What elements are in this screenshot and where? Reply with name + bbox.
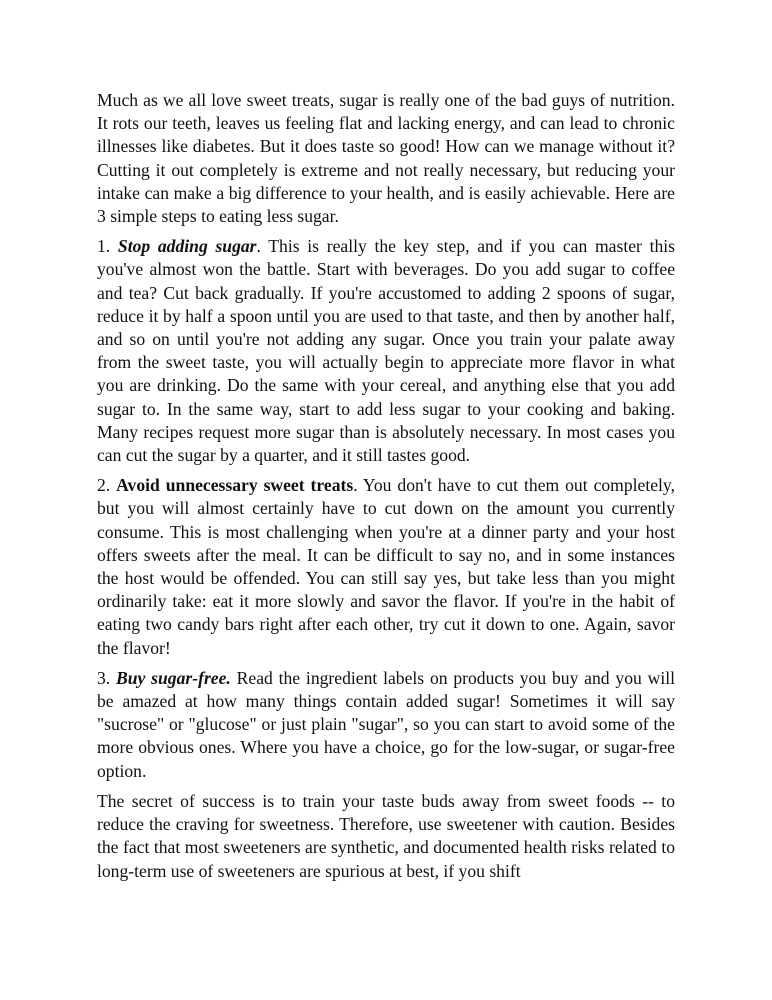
step-3-paragraph — [97, 667, 675, 783]
step-3-heading: Buy sugar-free. — [116, 667, 231, 688]
document-page — [97, 89, 675, 890]
step-2-paragraph — [97, 474, 675, 660]
step-1-body: . This is really the key step, and if you can master this you've almost won the battle. Start with beverages. Do you add sugar to coffee and tea? Cut back gradually. If you're accustomed to adding 2 spoons of sugar, reduce it by half a spoon until you are used to that taste, and then by another half, and so on until you're not adding any sugar. Once you train your palate away from the sweet taste, you will actually begin to appreciate more flavor in what you are drinking. Do the same with your cereal, and anything else that you add sugar to. In the same way, start to add less sugar to your cooking and baking. Many recipes request more sugar than is absolutely necessary. In most cases you can cut the sugar by a quarter, and it still tastes good. — [97, 236, 675, 466]
step-1-heading: Stop adding sugar — [117, 236, 257, 257]
closing-paragraph: The secret of success is to train your taste buds away from sweet foods -- to reduce the craving for sweetness. Therefore, use sweetener with caution. Besides the fact that most sweeteners are synthetic, and documented health risks related to long-term use of sweeteners are spurious at best, if you shift — [97, 790, 675, 881]
step-1-number: 1. — [97, 236, 118, 257]
step-2-number: 2. — [97, 475, 117, 496]
step-3-body: Read the ingredient labels on products you buy and you will be amazed at how many things contain added sugar! Sometimes it will say "sucrose" or "glucose" or just plain "sugar", so you can start to avoid some of the more obvious ones. Where you have a choice, go for the low-sugar, or sugar-free option. — [97, 667, 675, 781]
step-2-heading: Avoid unnecessary sweet treats — [116, 475, 354, 496]
intro-paragraph: Much as we all love sweet treats, sugar is really one of the bad guys of nutrition. It rots our teeth, leaves us feeling flat and lacking energy, and can lead to chronic illnesses like diabetes. But it does taste so good! How can we manage without it? Cutting it out completely is extreme and not really necessary, but reducing your intake can make a big difference to your health, and is easily achievable. Here are 3 simple steps to eating less sugar. — [97, 90, 675, 227]
step-1-paragraph — [97, 235, 675, 467]
step-2-body: . You don't have to cut them out completely, but you will almost certainly have to cut down on the amount you currently consume. This is most challenging when you're at a dinner party and your host offers sweets after the meal. It can be difficult to say no, and in some instances the host would be offended. You can still say yes, but take less than you might ordinarily take: eat it more slowly and savor the flavor. If you're in the habit of eating two candy bars right after each other, try cut it down to one. Again, savor the flavor! — [97, 475, 675, 658]
step-3-number: 3. — [97, 667, 117, 688]
